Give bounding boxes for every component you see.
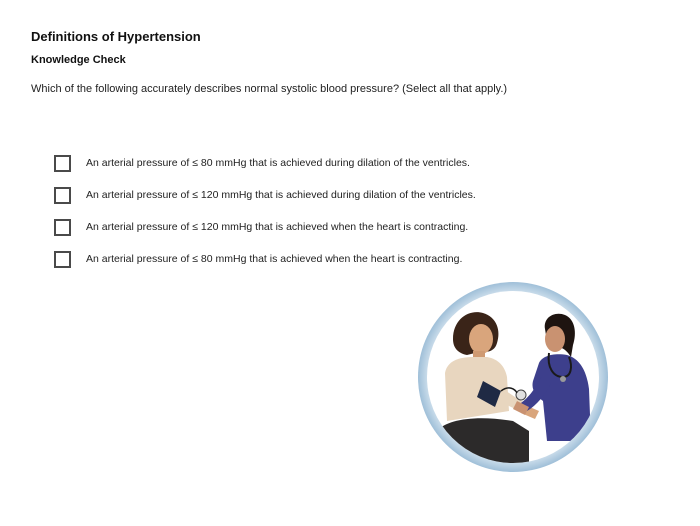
answer-option-label: An arterial pressure of ≤ 80 mmHg that is achieved during dilation of the ventricles. — [86, 157, 470, 169]
answer-checkbox-4[interactable] — [54, 251, 71, 268]
section-subtitle: Knowledge Check — [31, 54, 126, 66]
question-prompt: Which of the following accurately describes normal systolic blood pressure? (Select all that apply.) — [31, 83, 508, 95]
answer-option-2[interactable] — [54, 184, 574, 206]
answer-checkbox-1[interactable] — [54, 155, 71, 172]
page-title: Definitions of Hypertension — [31, 29, 201, 44]
answer-option-3[interactable] — [54, 216, 574, 238]
answer-options — [54, 152, 574, 280]
answer-option-4[interactable] — [54, 248, 574, 270]
answer-checkbox-2[interactable] — [54, 187, 71, 204]
answer-option-label: An arterial pressure of ≤ 120 mmHg that is achieved during dilation of the ventricles. — [86, 189, 476, 201]
answer-option-label: An arterial pressure of ≤ 80 mmHg that is achieved when the heart is contracting. — [86, 253, 463, 265]
answer-option-label: An arterial pressure of ≤ 120 mmHg that is achieved when the heart is contracting. — [86, 221, 469, 233]
nurse-measuring-blood-pressure-photo — [417, 281, 609, 473]
answer-option-1[interactable] — [54, 152, 574, 174]
answer-checkbox-3[interactable] — [54, 219, 71, 236]
